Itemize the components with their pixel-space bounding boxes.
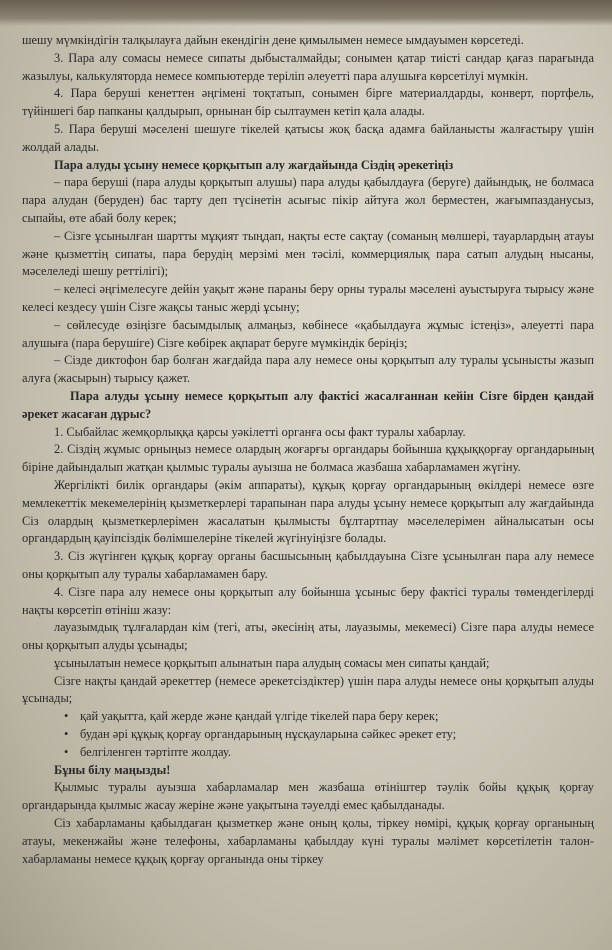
numbered-item-3: 3. Сіз жүгінген құқық қорғау органы басшысының қабылдауына Сізге ұсынылған пара алу немесе оны қорқытып алу туралы хабарламамен бару. [22,549,594,581]
dash-item-5: – Сізде диктофон бар болған жағдайда пара алу немесе оны қорқытып алу туралы ұсынысты жазып алуға (жасырын) тырысу қажет. [22,353,594,386]
important-paragraph-1: Қылмыс туралы ауызша хабарламалар мен жазбаша өтініштер тәулік бойы құқық қорғау органдарында қылмыс жасау жеріне және уақытына тәуелді емес қабылданады. [22,780,594,813]
dash-item-2: – Сізге ұсынылған шартты мұқият тыңдап, нақты есте сақтау (соманың мөлшері, тауарлардың атауы және қызметтің сипаты, пара берудің мерзімі мен тәсілі, коммерциялық пара сатып алудың нысаны, мәселеледі шешу реттілігі); [22,228,594,279]
section-heading-actions: Пара алуды ұсыну немесе қорқытып алу жағдайында Сіздің әрекетіңіз [54,157,454,172]
section-heading-after: Пара алуды ұсыну немесе қорқытып алу фактісі жасалғаннан кейін Сізге бірден қандай әрекет жасаған дұрыс? [22,388,594,421]
bullet-list [22,708,594,761]
dash-item-4: – сөйлесуде өзіңізге басымдылық алмаңыз, көбінесе «қабылдауға жұмыс істеңіз», әлеуетті пара алушыға (пара берушіге) Сізге көбірек ақпарат беруге мүмкіндік беріңіз; [22,317,594,350]
numbered-item-1: 1. Сыбайлас жемқорлыққа қарсы уәкілетті органға осы факт туралы хабарлау. [54,424,466,439]
numbered-item-4-a: лауазымдық тұлғалардан кім (тегі, аты, әкесінің аты, лауазымы, мекемесі) Сізге пара алуды немесе оны қорқытып алуды ұсынады; [22,620,594,653]
important-paragraph-2: Сіз хабарламаны қабылдаған қызметкер және оның қолы, тіркеу нөмірі, құқық қорғау органының атауы, мекенжайы және телефоны, хабарламаны қабылдау күні туралы мәлімет көрсетілетін талон-хабарламаны немесе құқық қорғау органында оны тіркеу [22,816,594,866]
numbered-item-4-c: Сізге нақты қандай әрекеттер (немесе әрекетсіздіктер) үшін пара алуды немесе оны қорқытып алуды ұсынады; [22,673,594,706]
numbered-item-4-b: ұсынылатын немесе қорқытып алынатын пара алудың сомасы мен сипаты қандай; [54,655,490,670]
bullet-item: • қай уақытта, қай жерде және қандай үлгіде тікелей пара беру керек; [80,708,594,726]
paragraph-4: 4. Пара беруші кенеттен әңгімені тоқтатып, сонымен бірге материалдарды, конверт, портфель, түйіншегі бар папканы қалдырып, орнынан бір сылтаумен кетіп қала алады. [22,86,594,119]
dash-item-1: – пара беруші (пара алуды қорқытып алушы) пара алуды қабылдауға (беруге) дайындық, не болмаса пара алудан (беруден) бас тарту деп түсінетін асығыс пікір айтуға жол берместен, жағымпазданусыз, сыпайы, өте абай болу керек; [22,175,594,225]
numbered-item-2-detail: Жергілікті билік органдары (әкім аппараты), құқық қорғау органдарының өкілдері немесе өзге мемлекеттік мекемелерінің қызметкерлері тарапынан пара алуды ұсыну немесе қорқытып алу жағдайында Сіз олардың қызметкерлерімен жасалатын қылмысты бұлтартпау мәселелерімен айналысатын осы органдардың қауіпсіздік бөлімшелеріне тікелей жүгінуіңізге болады. [22,477,594,546]
paragraph-3: 3. Пара алу сомасы немесе сипаты дыбысталмайды; сонымен қатар тиісті сандар қағаз парағында жазылуы, калькуляторда немесе компьютерде терiлiп әлеуетті пара алушыға көрсетілуі мүмкін. [22,50,594,83]
bullet-item: • будан әрі құқық қорғау органдарының нұсқауларына сәйкес әрекет ету; [80,726,594,744]
numbered-item-2: 2. Сіздің жұмыс орныңыз немесе олардың жоғарғы органдары бойынша құқыққорғау органдарының біріне дайындалып жатқан қылмыс туралы ауызша не болмаса жазбаша хабарламамен жүгіну. [22,442,594,475]
bullet-item: • белгіленген тәртіпте жолдау. [80,744,594,762]
paragraph-continued: шешу мүмкіндігін талқылауға дайын екендігін дене қимылымен немесе ымдауымен көрсетеді. [22,33,524,47]
dash-item-3: – келесі әңгімелесуге дейін уақыт және параны беру орны туралы мәселені ауыстыруға тырысу және келесі кездесу үшін Сізге жақсы таныс жерді ұсыну; [22,282,594,314]
paragraph-5: 5. Пара беруші мәселені шешуге тікелей қатысы жоқ басқа адамға байланысты жалғастыру үшін жолдай алады. [22,121,594,154]
section-heading-important: Бұны білу маңызды! [54,762,171,777]
numbered-item-4: 4. Сізге пара алу немесе оны қорқытып алу бойынша ұсыныс беру фактісі туралы төмендегілерді нақты көрсетіп өтініш жазу: [22,584,594,617]
